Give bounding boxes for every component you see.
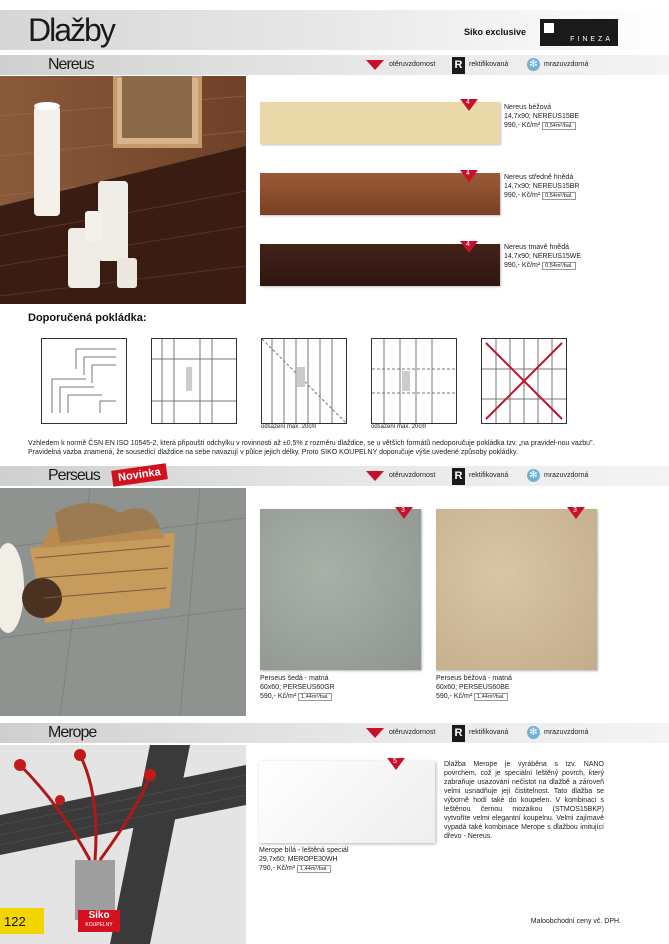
product-info (504, 173, 614, 201)
product-tile-perseus-grey[interactable] (260, 509, 421, 670)
exclusive-label: Siko exclusive (464, 27, 527, 37)
section-title-perseus: Perseus (48, 467, 100, 484)
product-price: 990,- Kč/m² (504, 192, 541, 199)
laying-diagram-parallel (151, 338, 237, 424)
laying-diagram-not-recommended (481, 338, 567, 424)
fineza-logo-text: FINEZA (570, 36, 613, 43)
page-title: Dlažby (28, 12, 114, 48)
feature-label: rektifikovaná (469, 472, 509, 479)
product-spec: 14,7x90; NEREUS15BR (504, 183, 580, 190)
product-info (259, 846, 419, 874)
rectified-icon: R (452, 725, 465, 742)
product-spec: 29,7x60; MEROPE30WH (259, 856, 338, 863)
flatness-note: Vzhledem k normě ČSN EN ISO 10545-2, která připouští odchylku v rovinnosti až ±0,5% z rozměru dlaždice, se u větších formátů nedoporučuje pokládka tzv. „na pravidel-nou vazbu". Pravidelná vazba znamená, že sousedící dlaždice na sebe navazují v půlce jejich délky. Proto SIKO KOUPELNY doporučuje výše uvedené způsoby pokládky. (28, 440, 595, 456)
feature-label: otěruvzdornost (389, 472, 436, 479)
section-title-nereus: Nereus (48, 56, 94, 73)
package-area: 1,44m²/bal. (297, 865, 331, 873)
product-info (504, 103, 614, 131)
product-price: 590,- Kč/m² (436, 693, 473, 700)
laying-caption: odsazení max. 20cm (371, 424, 427, 430)
merope-description: Dlažba Merope je vyráběna s tzv. NANO povrchem, což je speciální leštěný povrch, který zabraňuje usazování nečistot na dlažbě a zároveň velmi usnadňuje její čistitelnost. Tato dlažba se výborně hodí také do koupelen. V kombinaci s leštěnou černou mozaikou (STMOS15BKP) vytvoříte velmi elegantní koupelnu. Velmi zajímavě vypadá také kombinace Merope s dlažbou imitující dřevo - Nereus. (444, 761, 604, 840)
product-spec: 14,7x90; NEREUS15WE (504, 253, 582, 260)
fineza-logo (540, 19, 618, 46)
nereus-interior-photo (0, 76, 246, 304)
abrasion-badge: 3 (567, 507, 585, 519)
abrasion-icon (366, 471, 384, 481)
snowflake-icon: ✻ (527, 58, 540, 71)
product-info (436, 674, 596, 702)
product-name: Merope bílá - leštěná speciál (259, 847, 349, 854)
snowflake-icon: ✻ (527, 726, 540, 739)
snowflake-icon: ✻ (527, 469, 540, 482)
abrasion-badge: 4 (460, 241, 478, 253)
product-spec: 60x60; PERSEUS60GR (260, 684, 335, 691)
rectified-icon: R (452, 468, 465, 485)
new-badge: Novinka (111, 463, 167, 486)
product-tile-perseus-beige[interactable] (436, 509, 597, 670)
abrasion-badge: 5 (387, 758, 405, 770)
product-info (260, 674, 420, 702)
laying-caption: odsazení max. 20cm (261, 424, 317, 430)
laying-diagram-herringbone (41, 338, 127, 424)
laying-diagram-diagonal-offset (261, 338, 347, 424)
product-name: Nereus tmavě hnědá (504, 244, 569, 251)
feature-label: otěruvzdornost (389, 729, 436, 736)
abrasion-badge: 3 (395, 507, 413, 519)
siko-logo (78, 910, 120, 932)
abrasion-icon (366, 728, 384, 738)
product-name: Perseus béžová - matná (436, 675, 512, 682)
product-price: 990,- Kč/m² (504, 122, 541, 129)
package-area: 1,44m²/bal. (474, 693, 508, 701)
laying-heading: Doporučená pokládka: (28, 312, 147, 324)
feature-label: mrazuvzdorná (544, 61, 589, 68)
package-area: 0,54m²/bal. (542, 122, 576, 130)
product-price: 790,- Kč/m² (259, 865, 296, 872)
product-price: 590,- Kč/m² (260, 693, 297, 700)
abrasion-badge: 4 (460, 170, 478, 182)
package-area: 1,44m²/bal. (298, 693, 332, 701)
product-price: 990,- Kč/m² (504, 262, 541, 269)
package-area: 0,54m²/bal. (542, 262, 576, 270)
package-area: 0,54m²/bal. (542, 192, 576, 200)
rectified-icon: R (452, 57, 465, 74)
page-number: 122 (4, 914, 26, 929)
abrasion-badge: 4 (460, 99, 478, 111)
abrasion-icon (366, 60, 384, 70)
feature-label: mrazuvzdorná (544, 472, 589, 479)
product-name: Nereus béžová (504, 104, 552, 111)
laying-diagram-staggered (371, 338, 457, 424)
product-name: Nereus středně hnědá (504, 174, 574, 181)
siko-logo-text: Siko (88, 910, 110, 921)
feature-label: mrazuvzdorná (544, 729, 589, 736)
feature-label: rektifikovaná (469, 729, 509, 736)
product-tile-merope-white[interactable] (259, 761, 435, 843)
feature-label: otěruvzdornost (389, 61, 436, 68)
perseus-interior-photo (0, 488, 246, 716)
section-title-merope: Merope (48, 724, 97, 741)
product-spec: 60x60; PERSEUS60BE (436, 684, 510, 691)
siko-logo-subtext: KOUPELNY (85, 922, 113, 928)
product-info (504, 243, 614, 271)
feature-label: rektifikovaná (469, 61, 509, 68)
price-note: Maloobchodní ceny vč. DPH. (530, 918, 621, 925)
product-spec: 14,7x90; NEREUS15BE (504, 113, 580, 120)
product-name: Perseus šedá - matná (260, 675, 329, 682)
